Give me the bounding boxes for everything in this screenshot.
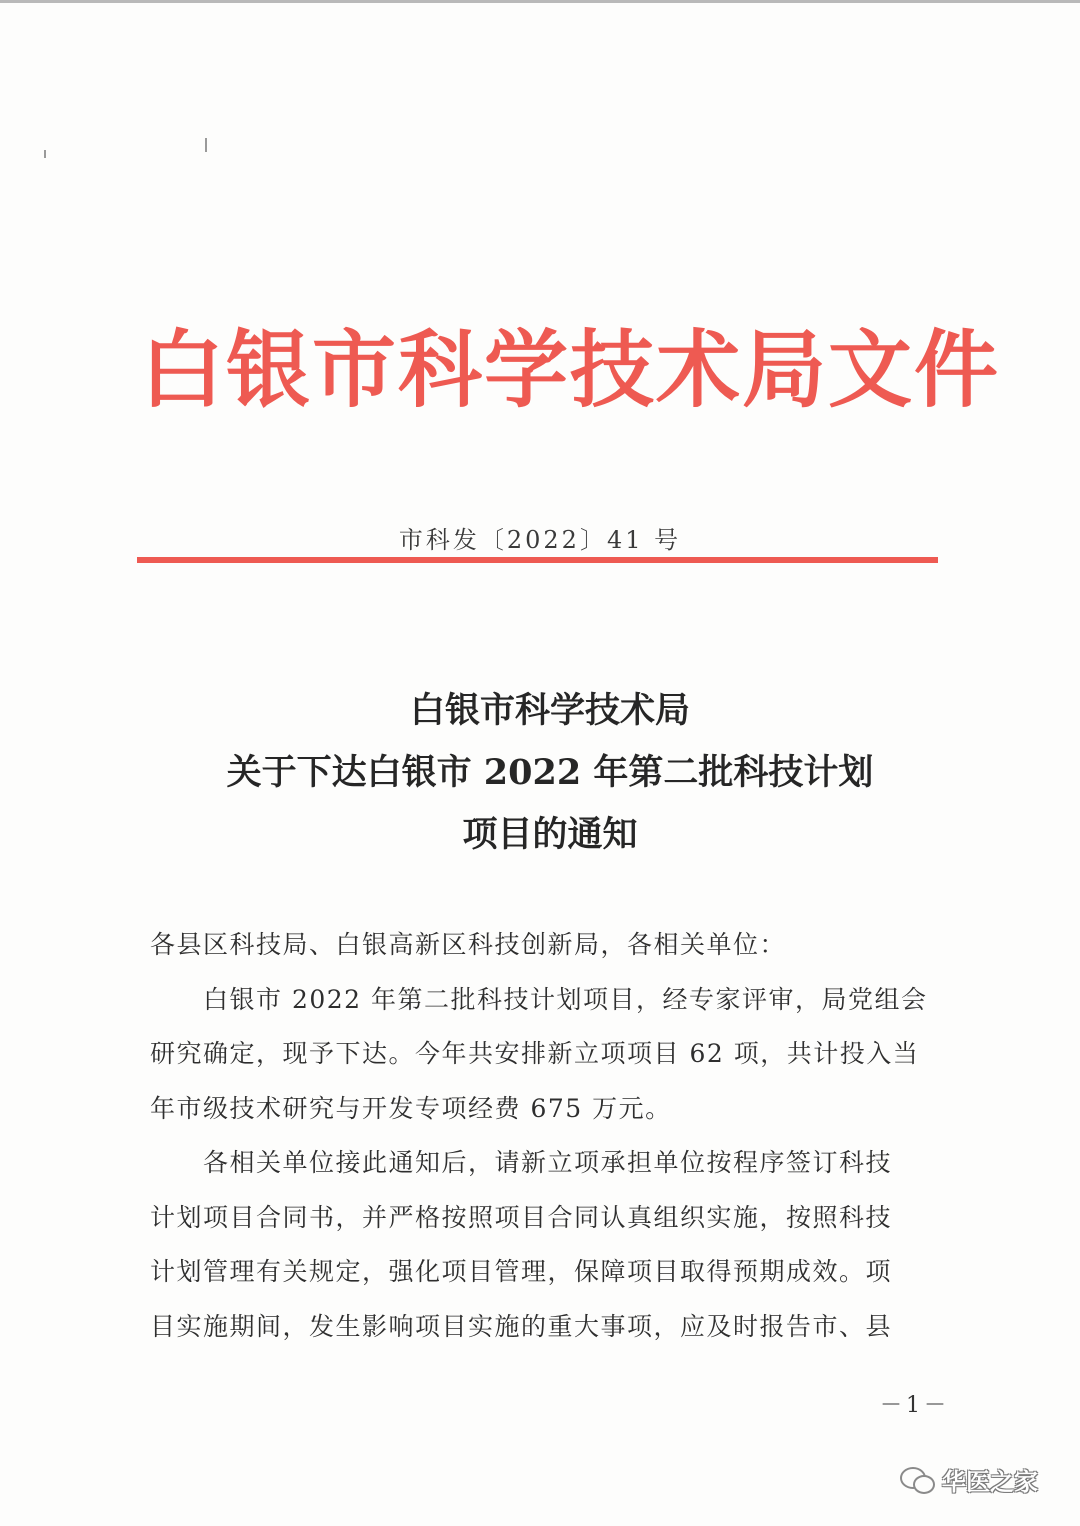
body-line: 计划项目合同书，并严格按照项目合同认真组织实施，按照科技	[150, 1202, 893, 1232]
document-number: 市科发〔2022〕41 号	[398, 526, 682, 554]
page-number: －1－	[880, 1393, 950, 1418]
body-line: 目实施期间，发生影响项目实施的重大事项，应及时报告市、县	[150, 1311, 893, 1341]
watermark-text: 华医之家	[942, 1467, 1038, 1496]
body-line: 各相关单位接此通知后，请新立项承担单位按程序签订科技	[150, 1148, 893, 1177]
watermark	[900, 1462, 1038, 1496]
title-line: 项目的通知	[462, 814, 638, 855]
title-line: 关于下达白银市 2022 年第二批科技计划	[226, 752, 874, 793]
title-line: 白银市科学技术局	[409, 690, 690, 731]
salutation-line: 各县区科技局、白银高新区科技创新局，各相关单位：	[150, 930, 787, 959]
document-title	[100, 680, 1000, 866]
scan-speck	[205, 138, 207, 152]
body-line: 研究确定，现予下达。今年共安排新立项项目 62 项，共计投入当	[150, 1039, 920, 1068]
body-line: 年市级技术研究与开发专项经费 675 万元。	[150, 1093, 672, 1123]
issuer-header-title: 白银市科学技术局文件	[140, 321, 1001, 419]
scan-edge-line	[0, 0, 1080, 3]
body-line: 计划管理有关规定，强化项目管理，保障项目取得预期成效。项	[150, 1257, 893, 1286]
document-body	[150, 918, 960, 1354]
scan-speck	[44, 150, 46, 158]
wechat-icon	[900, 1465, 934, 1493]
body-line: 白银市 2022 年第二批科技计划项目，经专家评审，局党组会	[150, 984, 928, 1014]
red-header-rule	[137, 557, 938, 563]
